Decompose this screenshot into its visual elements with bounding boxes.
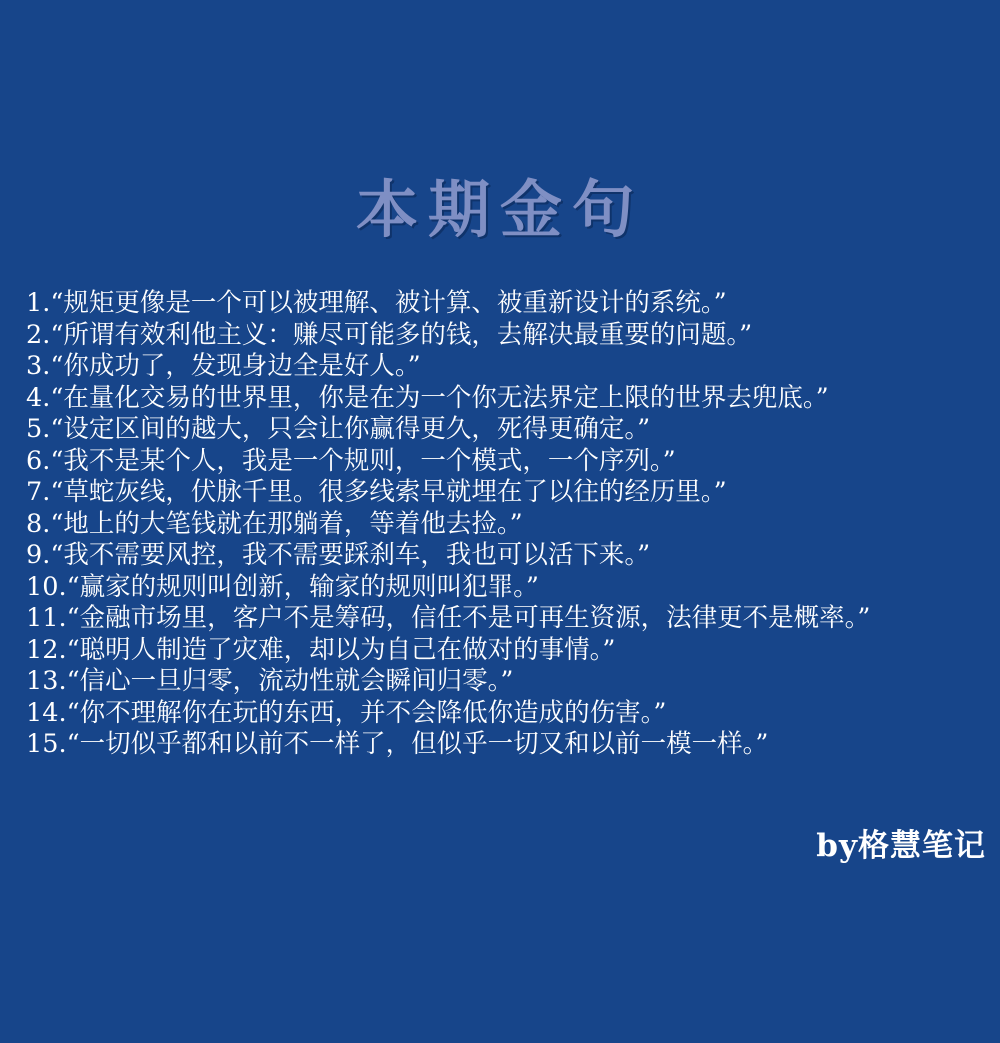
quote-number: 4.	[26, 382, 51, 413]
list-item	[26, 635, 986, 667]
list-item	[26, 383, 986, 415]
list-item	[26, 509, 986, 541]
list-item	[26, 729, 986, 761]
quote-text: “金融市场里，客户不是筹码，信任不是可再生资源，法律更不是概率。”	[66, 603, 871, 633]
list-item	[26, 477, 986, 509]
quote-number: 14.	[26, 697, 67, 728]
quote-number: 2.	[26, 319, 51, 350]
quote-text: “聪明人制造了灾难，却以为自己在做对的事情。”	[66, 634, 616, 665]
quote-number: 13.	[26, 666, 67, 696]
quote-number: 3.	[26, 351, 51, 381]
quote-text: “信心一旦归零，流动性就会瞬间归零。”	[66, 666, 514, 696]
quote-text: “在量化交易的世界里，你是在为一个你无法界定上限的世界去兜底。”	[50, 382, 829, 413]
list-item	[26, 446, 986, 478]
list-item	[26, 320, 986, 352]
list-item	[26, 288, 986, 320]
list-item	[26, 351, 986, 383]
list-item	[26, 540, 986, 572]
quote-text: “赢家的规则叫创新，输家的规则叫犯罪。”	[66, 571, 539, 602]
list-item	[26, 698, 986, 730]
list-item	[26, 572, 986, 604]
quote-number: 12.	[26, 634, 67, 665]
list-item	[26, 414, 986, 446]
quote-number: 8.	[26, 508, 51, 539]
quote-text: “我不是某个人，我是一个规则，一个模式，一个序列。”	[50, 445, 676, 476]
quote-list	[26, 288, 986, 761]
quote-number: 15.	[26, 729, 67, 759]
page-title: 本期金句	[355, 173, 644, 246]
quote-text: “地上的大笔钱就在那躺着，等着他去捡。”	[50, 508, 523, 539]
quote-number: 5.	[26, 414, 51, 444]
quote-number: 9.	[26, 540, 51, 570]
quote-number: 10.	[26, 571, 67, 602]
list-item	[26, 666, 986, 698]
quote-text: “一切似乎都和以前不一样了，但似乎一切又和以前一模一样。”	[66, 729, 769, 759]
quote-number: 6.	[26, 445, 51, 476]
quote-number: 1.	[26, 288, 51, 318]
quote-text: “草蛇灰线，伏脉千里。很多线索早就埋在了以往的经历里。”	[50, 477, 727, 507]
author-signature: by格慧笔记	[816, 828, 986, 864]
quote-text: “规矩更像是一个可以被理解、被计算、被重新设计的系统。”	[50, 288, 727, 318]
quote-text: “你不理解你在玩的东西，并不会降低你造成的伤害。”	[66, 697, 667, 728]
quote-number: 7.	[26, 477, 51, 507]
quote-text: “所谓有效利他主义：赚尽可能多的钱，去解决最重要的问题。”	[50, 319, 753, 350]
list-item	[26, 603, 986, 635]
quote-text: “你成功了，发现身边全是好人。”	[50, 351, 421, 381]
quote-text: “我不需要风控，我不需要踩刹车，我也可以活下来。”	[50, 540, 651, 570]
quote-text: “设定区间的越大，只会让你赢得更久，死得更确定。”	[50, 414, 651, 444]
quote-number: 11.	[26, 603, 67, 633]
